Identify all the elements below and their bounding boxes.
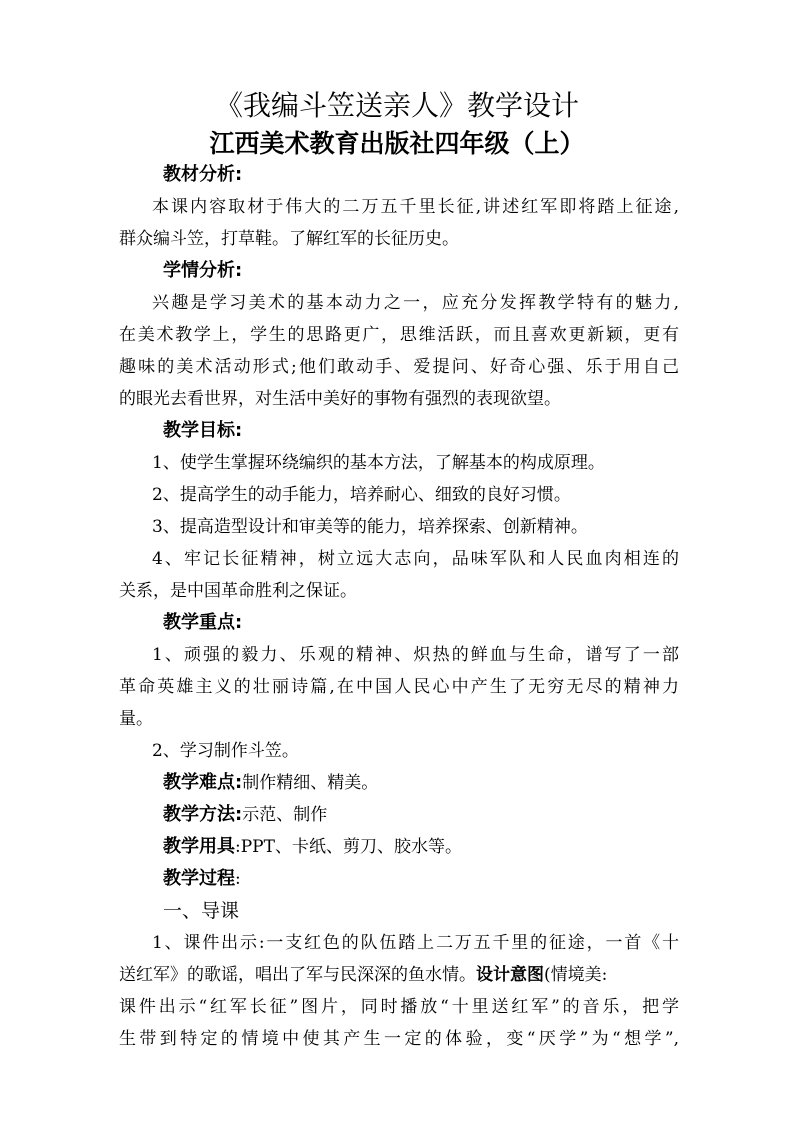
paragraph-line: 趣味的美术活动形式;他们敢动手、爱提问、好奇心强、乐于用自己 xyxy=(119,357,679,377)
key-points-heading: 教学重点: xyxy=(163,612,243,633)
goal-item: 1、使学生掌握环绕编织的基本方法，了解基本的构成原理。 xyxy=(152,453,605,473)
document-title: 《我编斗笠送亲人》教学设计 xyxy=(214,89,579,122)
textbook-analysis-heading: 教材分析: xyxy=(163,164,243,185)
tools-label: 教学用具 xyxy=(163,836,235,857)
paragraph-line: 的眼光去看世界，对生活中美好的事物有强烈的表现欲望。 xyxy=(119,389,561,409)
design-intent-label: 设计意图 xyxy=(476,965,544,985)
goal-item: 3、提高造型设计和审美等的能力，培养探索、创新精神。 xyxy=(152,517,588,537)
paragraph-line: 群众编斗笠，打草鞋。了解红军的长征历史。 xyxy=(119,229,459,249)
paragraph-line: 在美术教学上，学生的思路更广，思维活跃，而且喜欢更新颖，更有 xyxy=(119,325,679,345)
key-point-item: 1、顽强的毅力、乐观的精神、炽热的鲜血与生命，谱写了一部 xyxy=(152,645,679,665)
goals-heading: 教学目标: xyxy=(163,420,243,441)
difficulty-text: 制作精细、精美。 xyxy=(242,773,379,793)
section-intro-heading: 一、导课 xyxy=(163,900,240,922)
key-point-item-continued: 革命英雄主义的壮丽诗篇,在中国人民心中产生了无穷无尽的精神力 xyxy=(119,677,679,697)
intro-text: (情境美: xyxy=(544,965,608,985)
goal-item-continued: 关系，是中国革命胜利之保证。 xyxy=(119,581,357,601)
paragraph-line: 兴趣是学习美术的基本动力之一，应充分发挥教学特有的魅力, xyxy=(152,293,679,313)
process-label: 教学过程 xyxy=(163,868,235,889)
key-point-item-continued: 量。 xyxy=(119,709,153,729)
method-line xyxy=(163,803,723,827)
paragraph-line: 生带到特定的情境中使其产生一定的体验，变“厌学”为“想学”, xyxy=(119,1029,679,1049)
paragraph-line: 本课内容取材于伟大的二万五千里长征,讲述红军即将踏上征途, xyxy=(152,197,679,217)
student-analysis-heading: 学情分析: xyxy=(163,260,243,281)
method-label: 教学方法: xyxy=(163,804,243,825)
difficulty-line xyxy=(163,771,723,795)
document-subtitle: 江西美术教育出版社四年级（上） xyxy=(209,129,585,158)
process-text: : xyxy=(235,869,241,889)
process-line xyxy=(163,867,723,891)
tools-text: :PPT、卡纸、剪刀、胶水等。 xyxy=(235,837,462,857)
goal-item: 4、牢记长征精神，树立远大志向，品味军队和人民血肉相连的 xyxy=(152,549,679,569)
goal-item: 2、提高学生的动手能力，培养耐心、细致的良好习惯。 xyxy=(152,485,571,505)
method-text: 示范、制作 xyxy=(242,805,328,825)
paragraph-line xyxy=(119,963,679,987)
intro-text: 送红军》的歌谣，唱出了军与民深深的鱼水情。 xyxy=(119,965,476,985)
paragraph-line: 1、课件出示:一支红色的队伍踏上二万五千里的征途，一首《十 xyxy=(152,933,679,953)
paragraph-line: 课件出示“红军长征”图片，同时播放“十里送红军”的音乐，把学 xyxy=(119,997,679,1017)
key-point-item: 2、学习制作斗笠。 xyxy=(152,741,299,761)
difficulty-label: 教学难点: xyxy=(163,772,243,793)
tools-line xyxy=(163,835,723,859)
